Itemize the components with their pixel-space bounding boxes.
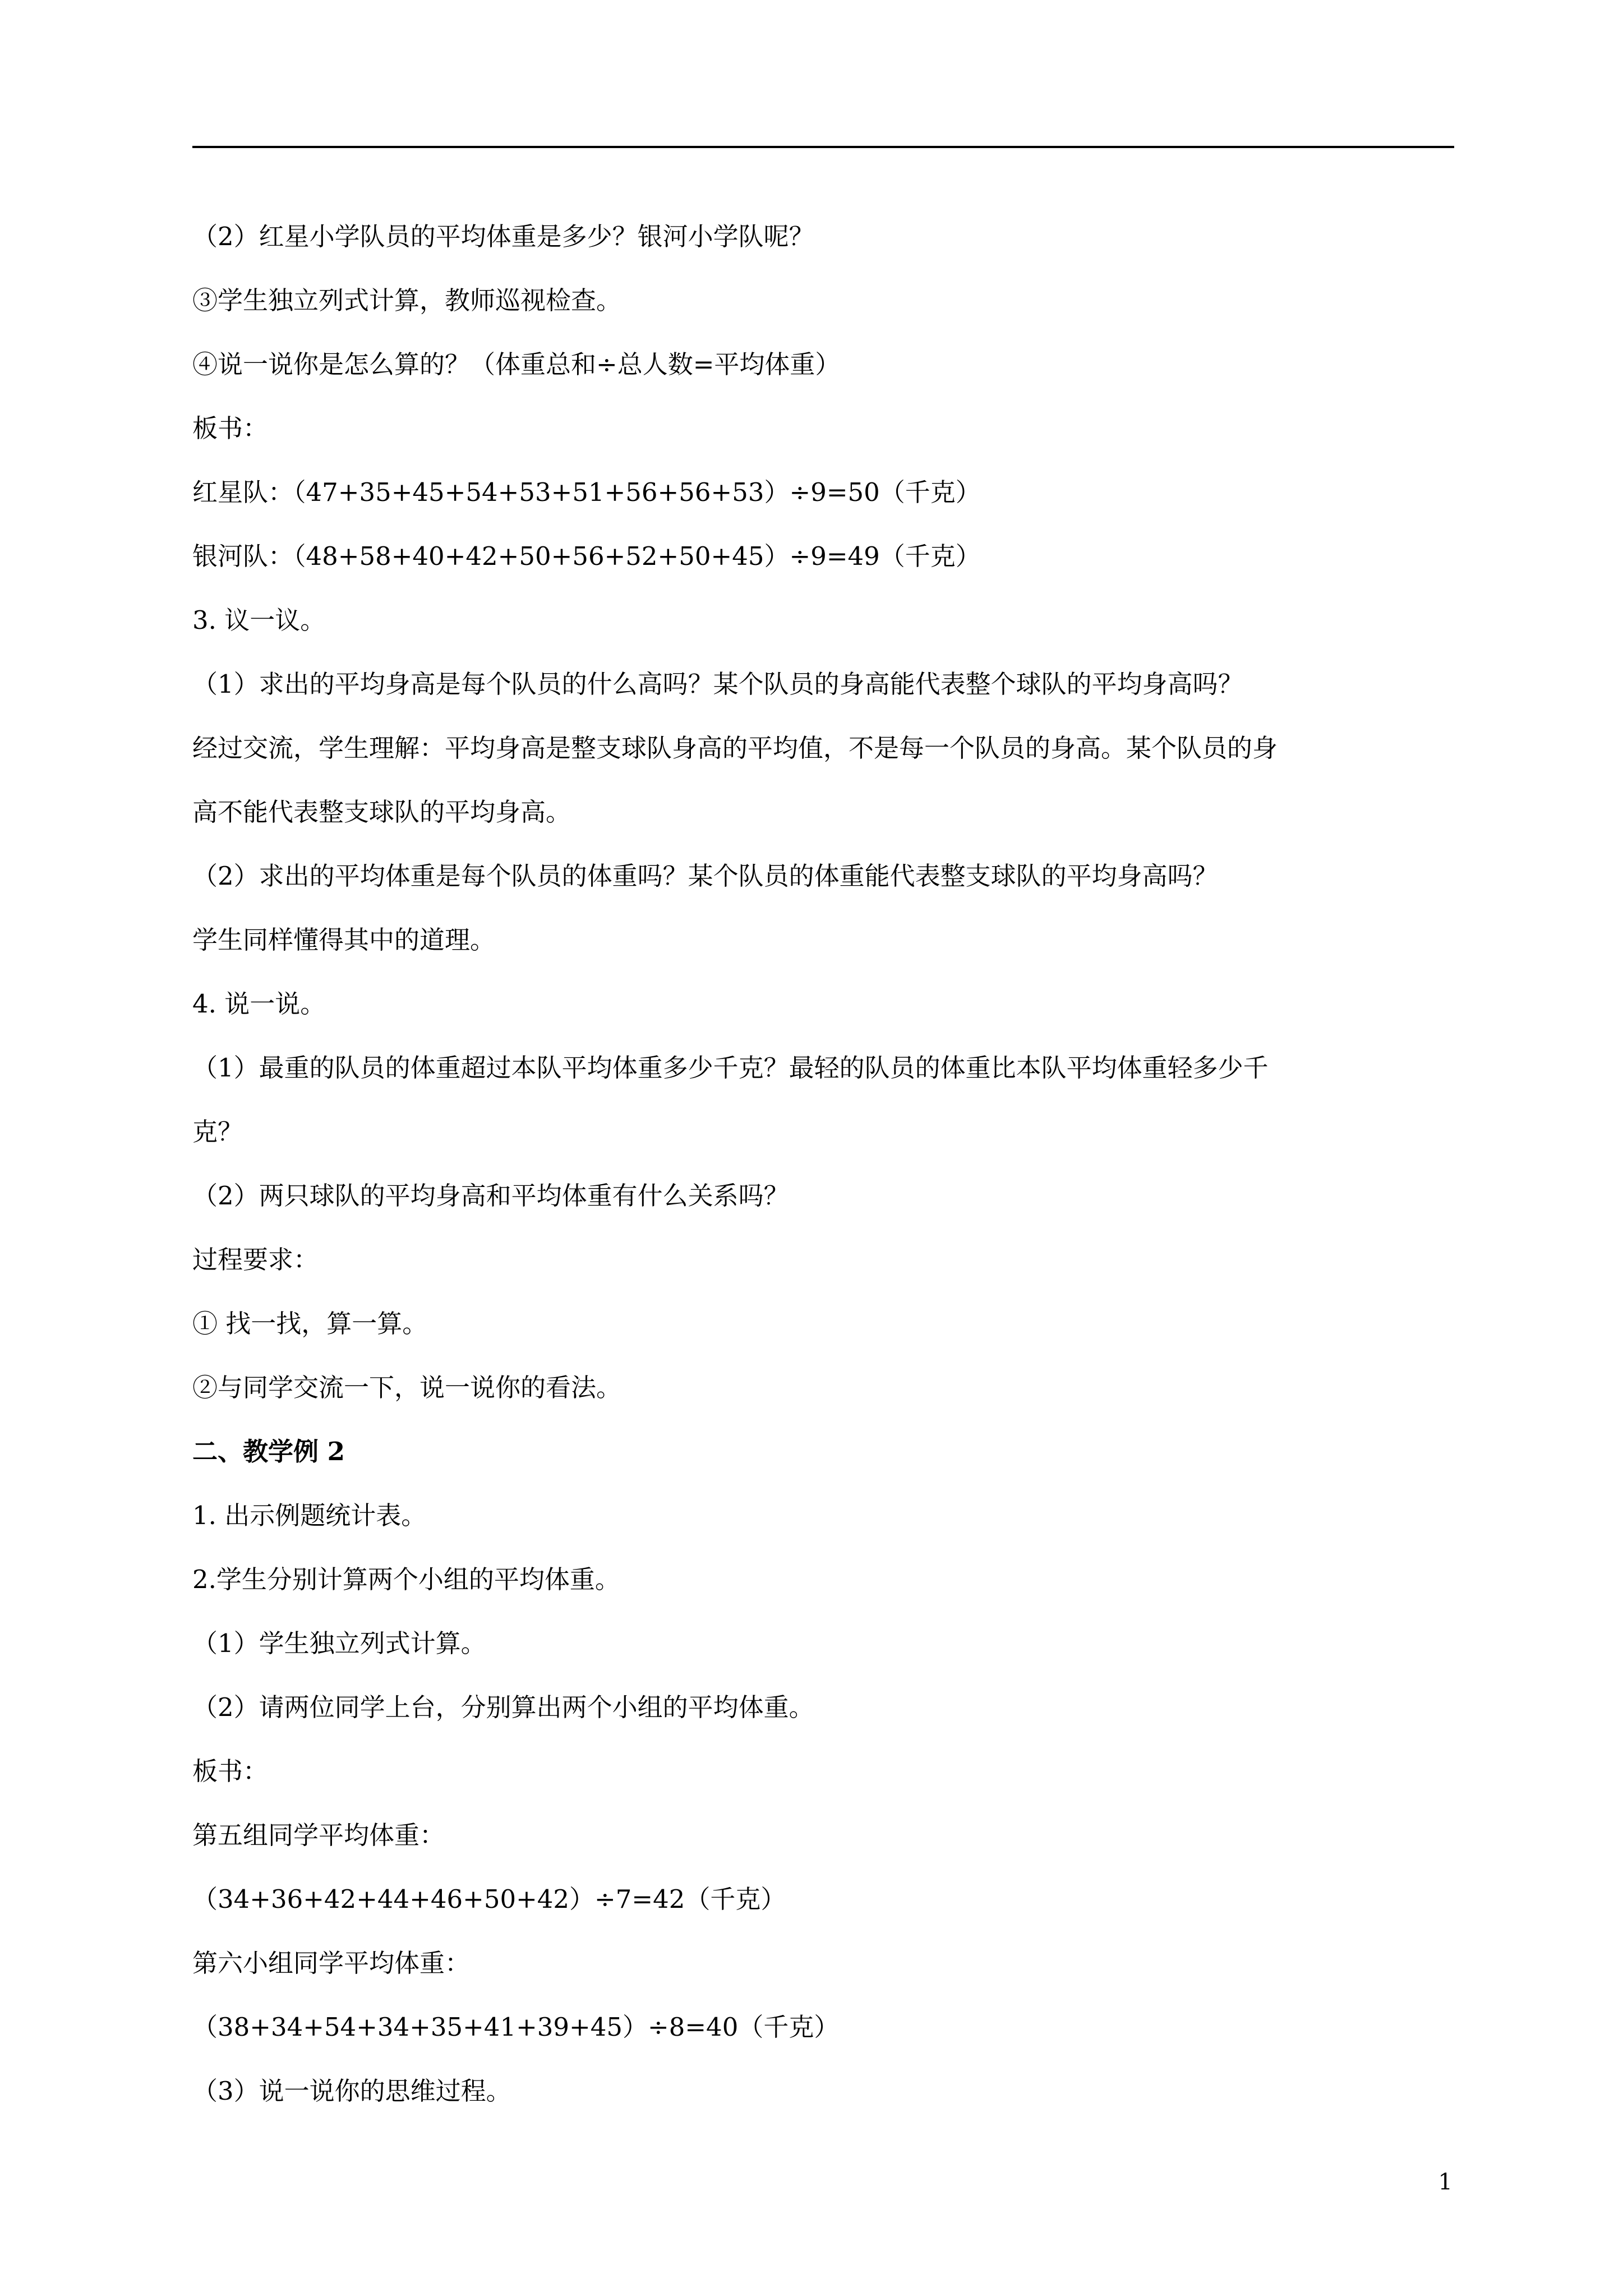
header-rule (192, 146, 1454, 148)
text-line: ④说一说你是怎么算的？（体重总和÷总人数=平均体重） (192, 349, 841, 379)
text-line: 第六小组同学平均体重： (192, 1948, 471, 1978)
section-heading: 3. 议一议。 (192, 605, 326, 635)
text-line: 红星队：（47+35+45+54+53+51+56+56+53）÷9=50（千克） (192, 477, 981, 507)
text-line: （38+34+54+34+35+41+39+45）÷8=40（千克） (192, 2012, 840, 2042)
text-line: ① 找一找，算一算。 (192, 1309, 428, 1338)
text-line: 第五组同学平均体重： (192, 1820, 445, 1850)
text-line: ②与同学交流一下，说一说你的看法。 (192, 1373, 622, 1402)
text-line: （34+36+42+44+46+50+42）÷7=42（千克） (192, 1884, 786, 1914)
text-line: （2）请两位同学上台，分别算出两个小组的平均体重。 (192, 1692, 814, 1722)
text-line: （2）红星小学队员的平均体重是多少？银河小学队呢？ (192, 222, 814, 251)
document-body (192, 205, 1454, 2123)
text-line: 1. 出示例题统计表。 (192, 1501, 427, 1530)
text-line: 克？ (192, 1117, 243, 1147)
text-line: （3）说一说你的思维过程。 (192, 2076, 511, 2106)
text-line: 高不能代表整支球队的平均身高。 (192, 797, 571, 827)
text-line: 经过交流，学生理解：平均身高是整支球队身高的平均值，不是每一个队员的身高。某个队员的身 (192, 733, 1278, 763)
text-line: 2.学生分别计算两个小组的平均体重。 (192, 1565, 620, 1594)
page-number: 1 (1438, 2169, 1453, 2195)
text-line: （1）求出的平均身高是每个队员的什么高吗？某个队员的身高能代表整个球队的平均身高吗？ (192, 669, 1243, 699)
text-line: 学生同样懂得其中的道理。 (192, 925, 496, 955)
text-line: ③学生独立列式计算，教师巡视检查。 (192, 286, 622, 315)
text-line: （2）两只球队的平均身高和平均体重有什么关系吗？ (192, 1181, 789, 1211)
text-line: （2）求出的平均体重是每个队员的体重吗？某个队员的体重能代表整支球队的平均身高吗？ (192, 861, 1218, 891)
text-line: 过程要求： (192, 1245, 319, 1274)
text-line: 板书： (192, 413, 269, 443)
section-heading: 4. 说一说。 (192, 989, 326, 1019)
text-line: 板书： (192, 1756, 269, 1786)
text-line: 银河队：（48+58+40+42+50+56+52+50+45）÷9=49（千克） (192, 541, 981, 571)
text-line: （1）学生独立列式计算。 (192, 1628, 486, 1658)
text-line: （1）最重的队员的体重超过本队平均体重多少千克？最轻的队员的体重比本队平均体重轻多少千 (192, 1053, 1269, 1083)
section-title: 二、教学例 2 (192, 1437, 345, 1466)
